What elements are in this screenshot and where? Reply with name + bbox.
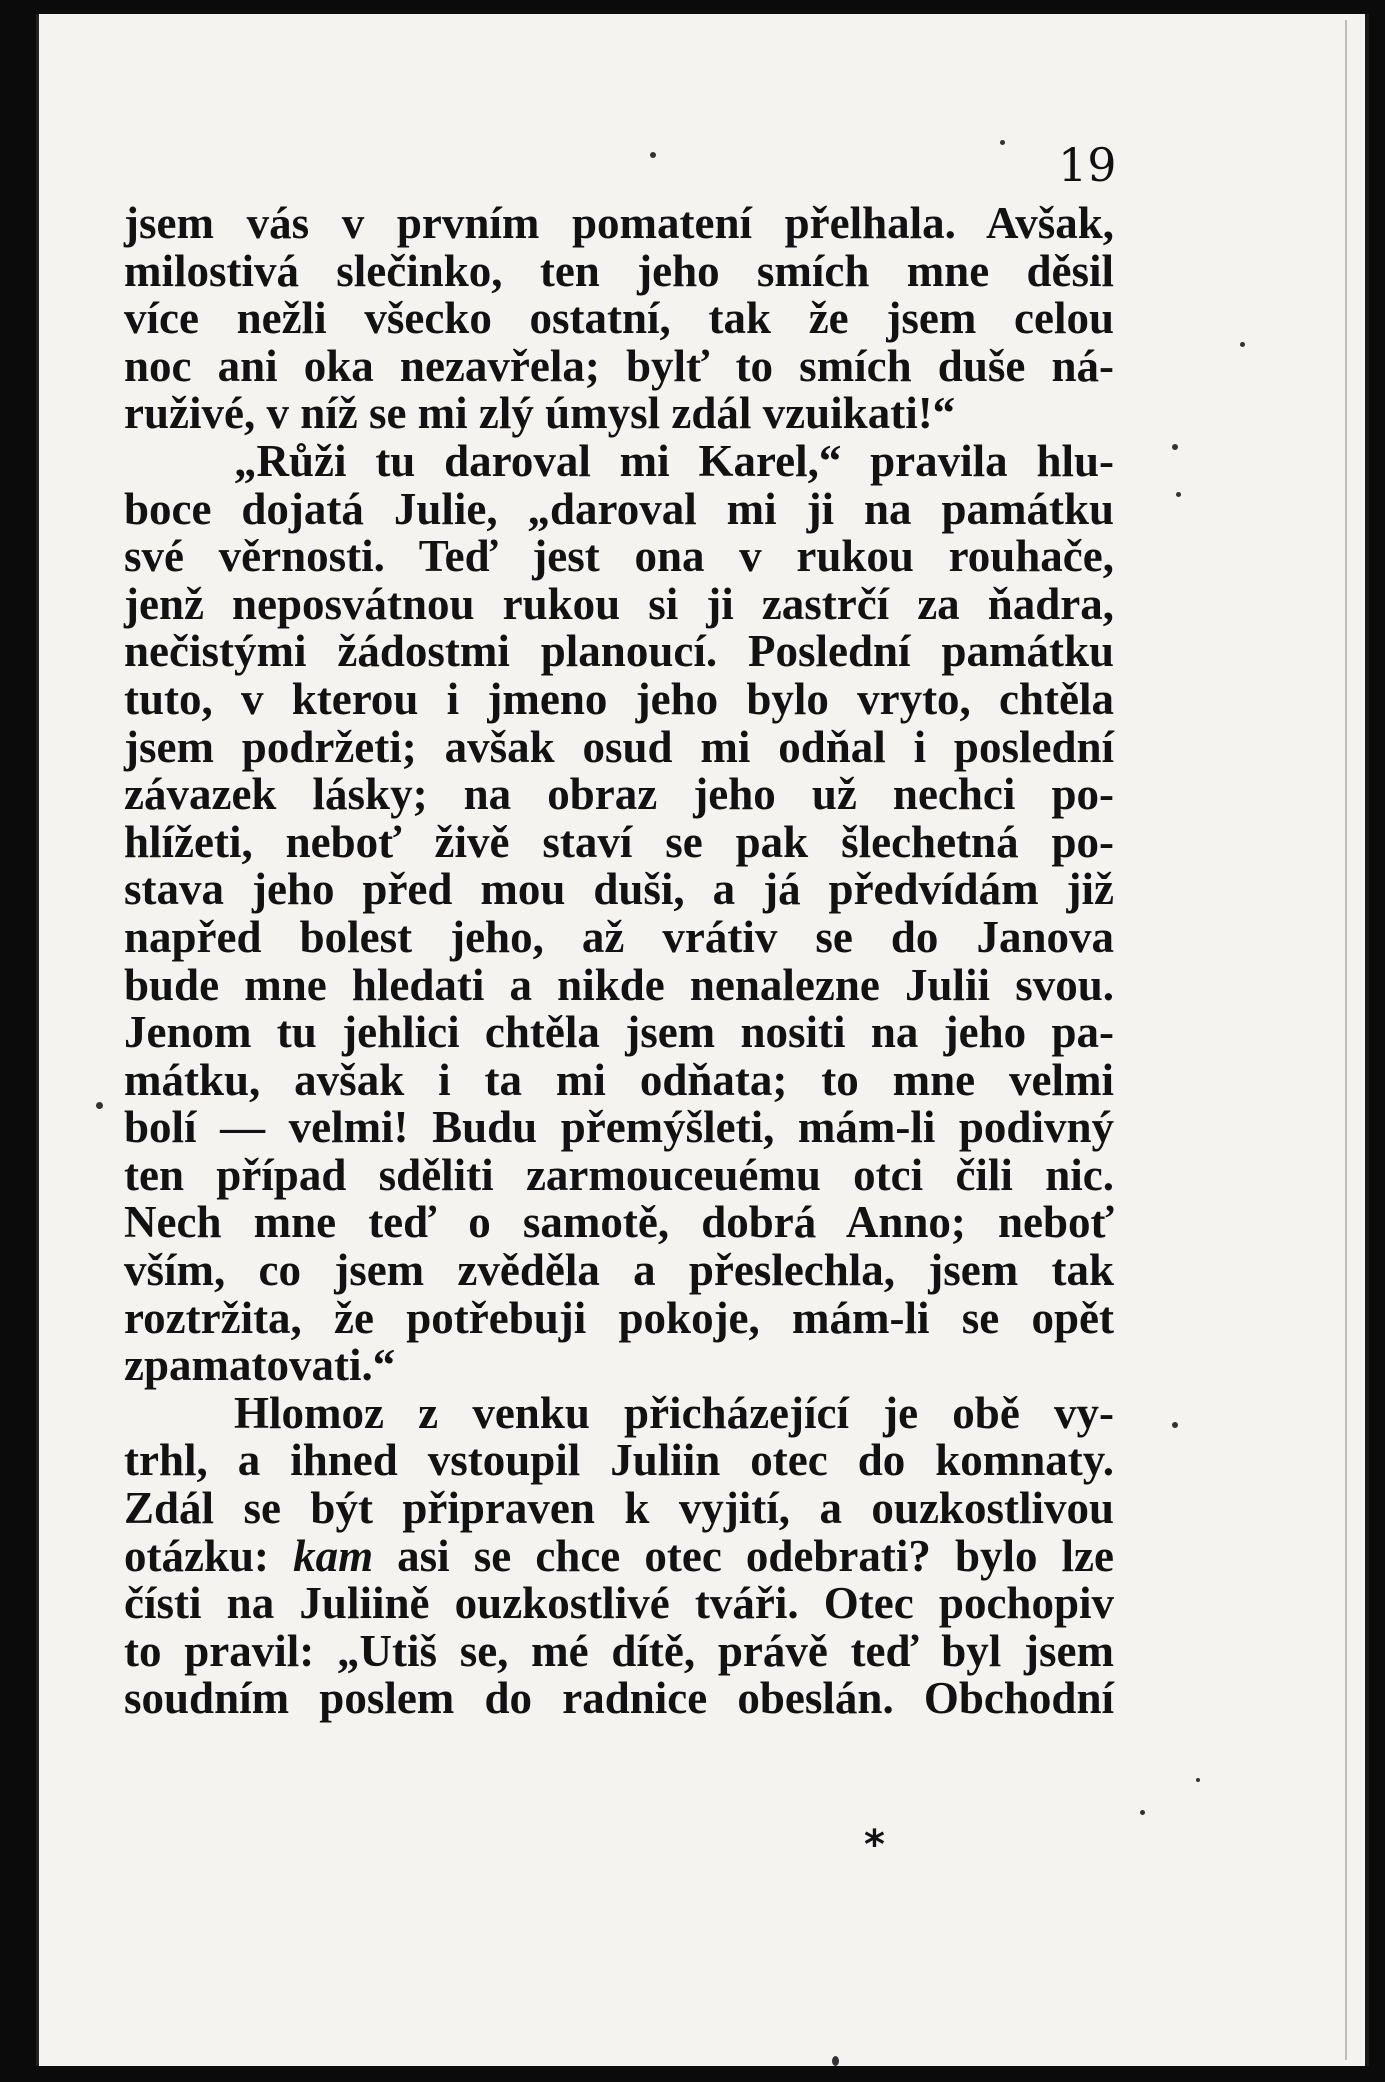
text-line: Hlomoz z venku přicházející je obě vy- — [234, 1387, 1114, 1438]
text-line: trhl, a ihned vstoupil Juliin otec do komnaty. — [124, 1435, 1114, 1486]
text-line: jsem podržeti; avšak osud mi odňal i poslední — [124, 721, 1114, 772]
body-text — [124, 200, 1114, 1723]
text-line: ten případ sděliti zarmouceuému otci čili nic. — [124, 1149, 1114, 1200]
text-line: stava jeho před mou duši, a já předvídám již — [124, 864, 1114, 915]
text-line: více nežli všecko ostatní, tak že jsem celou — [124, 293, 1114, 344]
dust-speck — [1176, 492, 1181, 497]
text-line: tuto, v kterou i jmeno jeho bylo vryto, chtěla — [124, 673, 1114, 724]
dust-speck — [1172, 444, 1178, 450]
text-line: boce dojatá Julie, „daroval mi ji na památku — [124, 483, 1114, 534]
text-line: Zdál se být připraven k vyjití, a ouzkostlivou — [124, 1483, 1114, 1534]
text-line: bude mne hledati a nikde nenalezne Julii svou. — [124, 959, 1114, 1010]
text-line: to pravil: „Utiš se, mé dítě, právě teď byl jsem — [124, 1625, 1114, 1676]
text-line: své věrnosti. Teď jest ona v rukou rouhače, — [124, 531, 1114, 582]
text-segment: otázku: — [124, 1530, 294, 1581]
page-edge-shadow — [1345, 20, 1347, 2060]
dust-speck — [1240, 342, 1245, 347]
text-line: jenž neposvátnou rukou si ji zastrčí za ňadra, — [124, 578, 1114, 629]
signature-mark: * — [864, 1822, 885, 1868]
text-line: noc ani oka nezavřela; bylť to smích duše ná- — [124, 340, 1114, 391]
italic-word: kam — [293, 1530, 374, 1581]
text-line: ruživé, v níž se mi zlý úmysl zdál vzuikati!“ — [124, 388, 956, 439]
text-line: milostivá slečinko, ten jeho smích mne děsil — [124, 245, 1114, 296]
text-line: čísti na Juliině ouzkostlivé tváři. Otec pochopiv — [124, 1578, 1114, 1629]
dust-speck — [1140, 1810, 1145, 1815]
text-line: „Růži tu daroval mi Karel,“ pravila hlu- — [234, 435, 1114, 486]
text-line: Nech mne teď o samotě, dobrá Anno; neboť — [124, 1197, 1114, 1248]
text-line: roztržita, že potřebuji pokoje, mám-li se opět — [124, 1292, 1114, 1343]
dust-speck — [1196, 1778, 1200, 1782]
text-line: vším, co jsem zvěděla a přeslechla, jsem tak — [124, 1245, 1114, 1296]
text-line: závazek lásky; na obraz jeho už nechci po- — [124, 769, 1114, 820]
dust-speck — [1000, 140, 1005, 145]
text-line: nečistými žádostmi planoucí. Poslední památku — [124, 626, 1114, 677]
dust-speck — [832, 2056, 839, 2066]
dust-speck — [650, 152, 656, 158]
text-line: Jenom tu jehlici chtěla jsem nositi na jeho pa- — [124, 1007, 1114, 1058]
text-line: napřed bolest jeho, až vrátiv se do Janova — [124, 911, 1114, 962]
text-line: zpamatovati.“ — [124, 1340, 396, 1391]
dust-speck — [1172, 1422, 1178, 1428]
text-line: soudním poslem do radnice obeslán. Obchodní — [124, 1673, 1114, 1724]
dust-speck — [96, 1102, 103, 1109]
text-line: mátku, avšak i ta mi odňata; to mne velmi — [124, 1054, 1114, 1105]
text-line — [124, 1530, 1114, 1581]
text-segment: asi se chce otec odebrati? bylo lze — [373, 1530, 1114, 1581]
text-line: bolí — velmi! Budu přemýšleti, mám-li podivný — [124, 1102, 1114, 1153]
text-line: jsem vás v prvním pomatení přelhala. Avšak, — [124, 198, 1114, 248]
text-line: hlížeti, neboť živě staví se pak šlechetná po- — [124, 816, 1114, 867]
page-number: 19 — [1058, 138, 1117, 192]
